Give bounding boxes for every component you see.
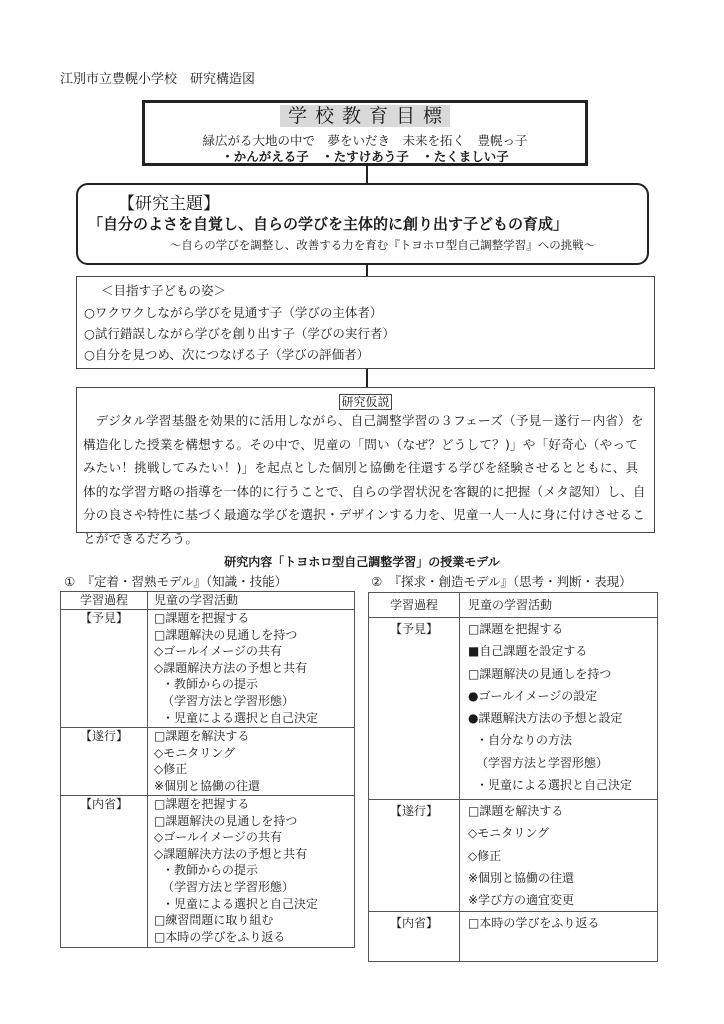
table-row [61, 796, 355, 948]
right-model-title: ② 『探求・創造モデル』（思考・判断・表現） [371, 574, 632, 589]
stage-label: 【予見】 [389, 622, 438, 636]
table-header-row [369, 593, 658, 618]
activity-item: ◇ゴールイメージの共有 [154, 830, 283, 845]
table-header-row [61, 592, 355, 610]
activity-item: ◇モニタリング [468, 826, 549, 841]
table-row [61, 728, 355, 796]
stage-label: 【遂行】 [389, 804, 438, 818]
activity-item: ◇課題解決方法の予想と共有 [154, 660, 308, 675]
activity-item: ◇修正 [154, 762, 188, 777]
hypothesis-text: デジタル学習基盤を効果的に活用しながら、自己調整学習の３フェーズ（予見－遂行－内省）を構造化した授業を構想する。その中で、児童の「問い（なぜ？どうして？)」や「好奇心（やってみたい！挑戦してみたい！)」を起点とした個別と協働を往還する学びを経験させるとともに、具体的な学習方略の指導を一体的に行うことで、自らの学習状況を客観的に把握（メタ認知）し、自分の良さや特性に基づく最適な学びを選択・デザインする力を、児童一人一人に身に付けさせることができるだろう。 [83, 413, 646, 546]
activity-item: ・教師からの提示 [162, 677, 259, 692]
activity-item: ●課題解決方法の予想と設定 [468, 711, 623, 726]
stage-label: 【内省】 [79, 797, 128, 811]
activity-item: □課題を把握する [154, 611, 250, 625]
hypothesis-box [76, 387, 655, 546]
activity-item: □課題を解決する [154, 729, 250, 743]
left-model-table [60, 591, 355, 948]
activity-item: ●ゴールイメージの設定 [468, 688, 598, 703]
header-activity: 児童の学習活動 [460, 593, 658, 618]
activity-item: □課題を把握する [154, 797, 250, 811]
document-title: 江別市立豊幌小学校 研究構造図 [60, 72, 256, 87]
research-theme-main: 「自分のよさを自覚し、自らの学びを主体的に創り出す子どもの育成」 [88, 215, 569, 233]
activity-item: ・児童による選択と自己決定 [476, 778, 633, 793]
header-process: 学習過程 [61, 592, 148, 610]
connector-line [366, 166, 368, 183]
activity-item: （学習方法と学習形態） [476, 755, 609, 770]
activity-item: □課題を把握する [468, 622, 564, 636]
activity-item: □課題解決の見通しを持つ [154, 813, 298, 828]
activity-item: ◇モニタリング [154, 745, 235, 760]
activity-item: □課題解決の見通しを持つ [154, 627, 298, 642]
activity-item: （学習方法と学習形態） [162, 693, 295, 708]
right-model-table [368, 592, 658, 962]
target-children-item: ○自分を見つめ、次につなげる子（学びの評価者） [84, 347, 370, 362]
research-theme-box [76, 183, 649, 265]
activity-item: ※個別と協働の往還 [154, 778, 261, 793]
target-children-box [76, 276, 655, 369]
activity-item: □本時の学びをふり返る [154, 929, 286, 944]
table-row [369, 800, 658, 912]
target-children-item: ○ワクワクしながら学びを見通す子（学びの主体者） [84, 305, 383, 320]
research-theme-heading: 【研究主題】 [118, 194, 220, 214]
school-goal-traits: ・かんがえる子 ・たすけあう子 ・たくましい子 [221, 149, 509, 164]
activity-item: ◇修正 [468, 848, 502, 863]
school-goal-motto: 緑広がる大地の中で 夢をいだき 未来を拓く 豊幌っ子 [202, 133, 528, 148]
activity-item: □練習問題に取り組む [154, 913, 274, 928]
hypothesis-heading: 研究仮説 [341, 395, 390, 409]
table-row [61, 610, 355, 728]
activity-item: ◇課題解決方法の予想と共有 [154, 846, 308, 861]
school-goal-box [142, 100, 588, 166]
model-section-title: 研究内容「トヨホロ型自己調整学習」の授業モデル [224, 555, 500, 569]
target-children-heading: ＜目指す子どもの姿＞ [101, 283, 227, 298]
activity-item: ◇ゴールイメージの共有 [154, 644, 283, 659]
activity-item: □本時の学びをふり返る [468, 916, 600, 931]
activity-item: ・児童による選択と自己決定 [162, 710, 319, 725]
school-goal-heading: 学校教育目標 [280, 105, 450, 127]
activity-item: ・自分なりの方法 [476, 733, 573, 748]
table-row [369, 912, 658, 962]
activity-item: ・児童による選択と自己決定 [162, 896, 319, 911]
stage-label: 【予見】 [79, 611, 128, 625]
connector-line [366, 264, 368, 276]
connector-line [366, 368, 368, 387]
left-model-title: ① 『定着・習熟モデル』（知識・技能） [64, 574, 288, 589]
header-process: 学習過程 [369, 593, 460, 618]
activity-item: ・教師からの提示 [162, 863, 259, 878]
table-row [369, 618, 658, 800]
activity-item: ※個別と協働の往還 [468, 870, 575, 885]
activity-item: ■自己課題を設定する [468, 644, 588, 659]
stage-label: 【遂行】 [79, 729, 128, 743]
header-activity: 児童の学習活動 [148, 592, 355, 610]
stage-label: 【内省】 [389, 916, 438, 931]
activity-item: ※学び方の適宜変更 [468, 893, 575, 908]
activity-item: （学習方法と学習形態） [162, 879, 295, 894]
activity-item: □課題解決の見通しを持つ [468, 666, 612, 681]
activity-item: □課題を解決する [468, 804, 564, 818]
target-children-item: ○試行錯誤しながら学びを創り出す子（学びの実行者） [84, 326, 395, 341]
research-theme-subtitle: ～自らの学びを調整し、改善する力を育む『トヨホロ型自己調整学習』への挑戦～ [169, 238, 596, 252]
